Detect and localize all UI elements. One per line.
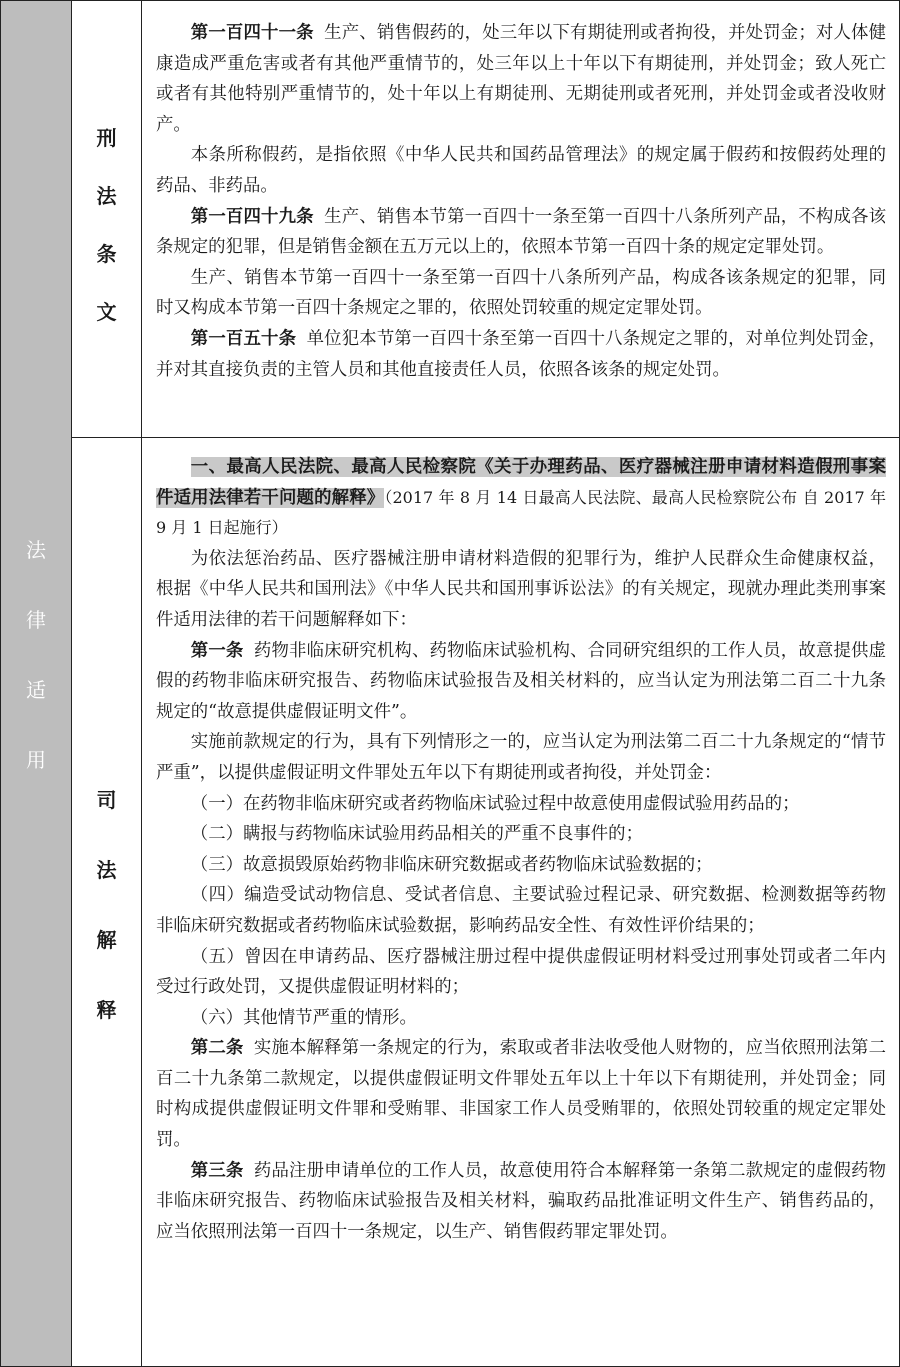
label-char: 适	[26, 678, 46, 702]
article-paragraph	[156, 18, 886, 140]
article-body: 药品注册申请单位的工作人员，故意使用符合本解释第一条第二款规定的虚假药物非临床研究报告、药物临床试验报告及相关材料，骗取药品批准证明文件生产、销售药品的，应当依照刑法第一百四十一条规定，以生产、销售假药罪定罪处罚。	[156, 1160, 886, 1242]
list-item: （五）曾因在申请药品、医疗器械注册过程中提供虚假证明材料受过刑事处罚或者二年内受过行政处罚，又提供虚假证明材料的；	[156, 946, 886, 998]
list-item: （二）瞒报与药物临床试验用药品相关的严重不良事件的；	[190, 824, 643, 845]
judicial-interpretation-label	[72, 790, 141, 1070]
label-char: 用	[26, 748, 46, 772]
interpretation-date-note: （2017 年 8 月 14 日最高人民法院、最高人民检察院公布 自 2017 年 9 月 1 日起施行）	[156, 487, 886, 538]
label-char: 法	[26, 538, 46, 562]
interpretation-title-paragraph	[156, 452, 886, 544]
label-char: 条	[96, 242, 117, 266]
article-heading: 第一百四十九条	[190, 206, 314, 227]
law-application-label	[1, 540, 71, 820]
label-char: 律	[26, 608, 46, 632]
criminal-law-label	[72, 128, 141, 360]
column-divider	[141, 0, 142, 1366]
paragraph: 为依法惩治药品、医疗器械注册申请材料造假的犯罪行为，维护人民群众生命健康权益，根据《中华人民共和国刑法》《中华人民共和国刑事诉讼法》的有关规定，现就办理此类刑事案件适用法律的若干问题解释如下：	[156, 548, 886, 630]
list-item: （四）编造受试动物信息、受试者信息、主要试验过程记录、研究数据、检测数据等药物非临床研究数据或者药物临床试验数据，影响药品安全性、有效性评价结果的；	[156, 885, 886, 936]
label-char: 法	[96, 858, 117, 882]
article-body: 实施本解释第一条规定的行为，索取或者非法收受他人财物的，应当依照刑法第二百二十九条第二款规定，以提供虚假证明文件罪处五年以上十年以下有期徒刑，并处罚金；同时构成提供虚假证明文件罪和受贿罪、非国家工作人员受贿罪的，依照处罚较重的规定定罪处罚。	[156, 1038, 886, 1151]
label-char: 刑	[96, 126, 117, 150]
criminal-law-text	[156, 18, 886, 385]
row-divider	[72, 437, 900, 438]
label-char: 法	[96, 184, 117, 208]
list-item: （三）故意损毁原始药物非临床研究数据或者药物临床试验数据的；	[190, 854, 713, 875]
article-paragraph	[156, 202, 886, 263]
judicial-interpretation-text	[156, 452, 886, 1247]
article-heading: 第一百四十一条	[190, 23, 314, 43]
paragraph: 本条所称假药，是指依照《中华人民共和国药品管理法》的规定属于假药和按假药处理的药品、非药品。	[156, 145, 886, 196]
list-item: （一）在药物非临床研究或者药物临床试验过程中故意使用虚假试验用药品的；	[190, 793, 800, 814]
article-heading: 第一条	[190, 640, 244, 661]
article-paragraph	[156, 1033, 886, 1155]
interpretation-title: 一、最高人民法院、最高人民检察院《关于办理药品、医疗器械注册申请材料造假刑事案件适用法律若干问题的解释》	[156, 457, 886, 508]
paragraph: 实施前款规定的行为，具有下列情形之一的，应当认定为刑法第二百二十九条规定的“情节严重”，以提供虚假证明文件罪处五年以下有期徒刑或者拘役，并处罚金：	[156, 732, 886, 783]
article-paragraph	[156, 636, 886, 728]
label-char: 司	[96, 788, 117, 812]
article-paragraph	[156, 324, 886, 385]
article-body: 生产、销售本节第一百四十一条至第一百四十八条所列产品，不构成各该条规定的犯罪，但是销售金额在五万元以上的，依照本节第一百四十条的规定定罪处罚。	[156, 206, 886, 258]
article-heading: 第一百五十条	[190, 328, 297, 349]
article-body: 药物非临床研究机构、药物临床试验机构、合同研究组织的工作人员，故意提供虚假的药物非临床研究报告、药物临床试验报告及相关材料的，应当认定为刑法第二百二十九条规定的“故意提供虚假证明文件”。	[156, 640, 886, 722]
article-heading: 第三条	[190, 1160, 244, 1181]
paragraph: 生产、销售本节第一百四十一条至第一百四十八条所列产品，构成各该条规定的犯罪，同时又构成本节第一百四十条规定之罪的，依照处罚较重的规定定罪处罚。	[156, 267, 886, 319]
label-char: 文	[96, 300, 117, 324]
article-body: 单位犯本节第一百四十条至第一百四十八条规定之罪的，对单位判处罚金，并对其直接负责的主管人员和其他直接责任人员，依照各该条的规定处罚。	[156, 328, 886, 380]
list-item: （六）其他情节严重的情形。	[190, 1007, 417, 1028]
article-paragraph	[156, 1156, 886, 1248]
label-char: 解	[96, 928, 117, 952]
label-char: 释	[96, 998, 117, 1022]
article-heading: 第二条	[190, 1038, 244, 1059]
article-body: 生产、销售假药的，处三年以下有期徒刑或者拘役，并处罚金；对人体健康造成严重危害或者有其他严重情节的，处三年以上十年以下有期徒刑，并处罚金；致人死亡或者有其他特别严重情节的，处十年以上有期徒刑、无期徒刑或者死刑，并处罚金或者没收财产。	[156, 23, 886, 135]
